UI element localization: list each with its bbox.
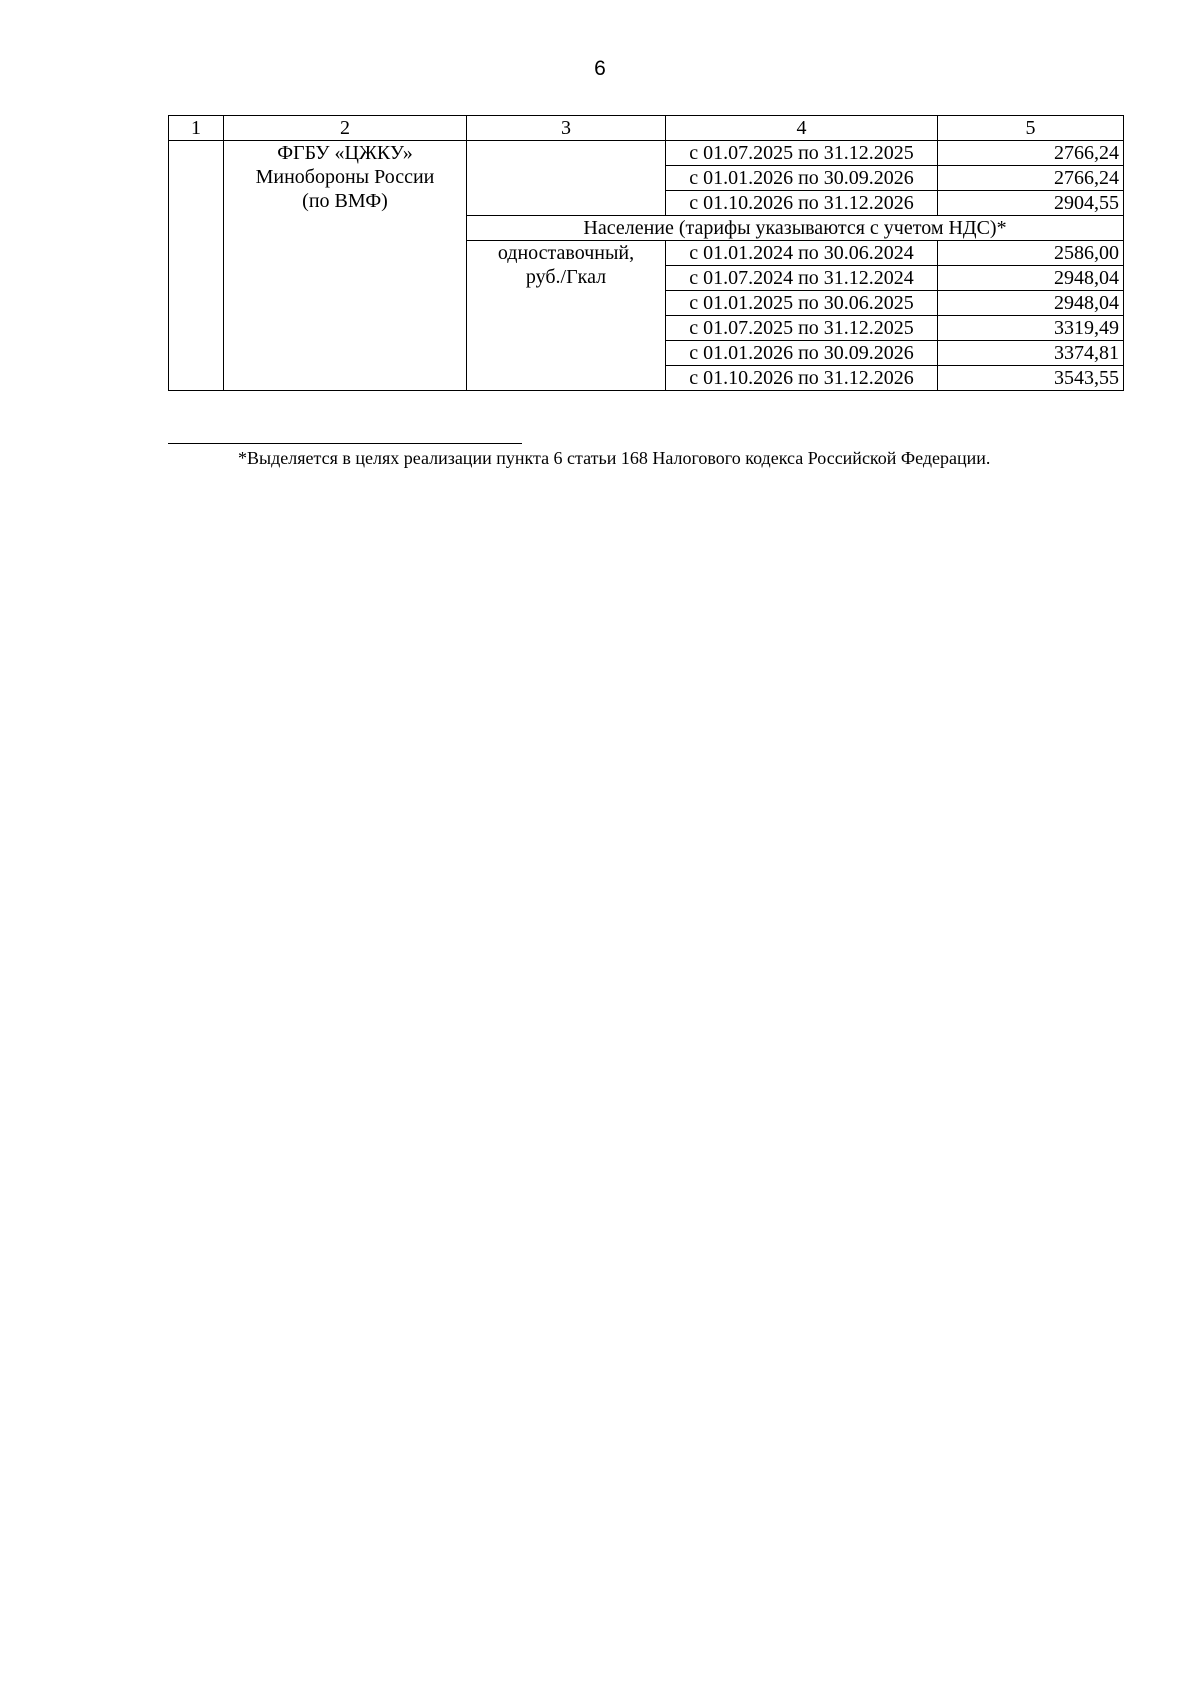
organization-line-3: (по ВМФ) xyxy=(302,190,388,212)
tariff-table xyxy=(168,115,1124,391)
period-cell: с 01.07.2025 по 31.12.2025 xyxy=(666,141,938,166)
period-cell: с 01.01.2026 по 30.09.2026 xyxy=(666,166,938,191)
footnote-text: *Выделяется в целях реализации пункта 6 статьи 168 Налогового кодекса Российской Федерации. xyxy=(238,448,991,468)
tariff-value-cell: 3543,55 xyxy=(938,366,1124,391)
rate-type-line-2: руб./Гкал xyxy=(525,266,607,288)
column-header-5: 5 xyxy=(938,116,1124,141)
rate-type-cell-upper xyxy=(467,141,666,216)
rate-type-line-1: одноставочный, xyxy=(497,242,635,264)
table-row xyxy=(169,141,1124,166)
section-label: Население (тарифы указываются с учетом НДС)* xyxy=(467,216,1124,241)
period-cell: с 01.01.2024 по 30.06.2024 xyxy=(666,241,938,266)
period-cell: с 01.01.2026 по 30.09.2026 xyxy=(666,341,938,366)
footnote-divider xyxy=(168,443,522,444)
tariff-value-cell: 2766,24 xyxy=(938,166,1124,191)
tariff-value-cell: 3319,49 xyxy=(938,316,1124,341)
period-cell: с 01.10.2026 по 31.12.2026 xyxy=(666,191,938,216)
column-header-2: 2 xyxy=(224,116,467,141)
number-cell xyxy=(169,141,224,391)
tariff-value-cell: 2948,04 xyxy=(938,291,1124,316)
organization-cell xyxy=(224,141,467,391)
tariff-value-cell: 2766,24 xyxy=(938,141,1124,166)
tariff-value-cell: 2904,55 xyxy=(938,191,1124,216)
table-header-row xyxy=(169,116,1124,141)
column-header-1: 1 xyxy=(169,116,224,141)
tariff-value-cell: 2948,04 xyxy=(938,266,1124,291)
period-cell: с 01.07.2024 по 31.12.2024 xyxy=(666,266,938,291)
period-cell: с 01.07.2025 по 31.12.2025 xyxy=(666,316,938,341)
rate-type-cell xyxy=(467,241,666,391)
column-header-3: 3 xyxy=(467,116,666,141)
tariff-value-cell: 2586,00 xyxy=(938,241,1124,266)
organization-line-1: ФГБУ «ЦЖКУ» xyxy=(277,142,413,164)
period-cell: с 01.01.2025 по 30.06.2025 xyxy=(666,291,938,316)
period-cell: с 01.10.2026 по 31.12.2026 xyxy=(666,366,938,391)
page-number: 6 xyxy=(594,57,606,80)
column-header-4: 4 xyxy=(666,116,938,141)
tariff-value-cell: 3374,81 xyxy=(938,341,1124,366)
organization-line-2: Минобороны России xyxy=(255,166,435,188)
